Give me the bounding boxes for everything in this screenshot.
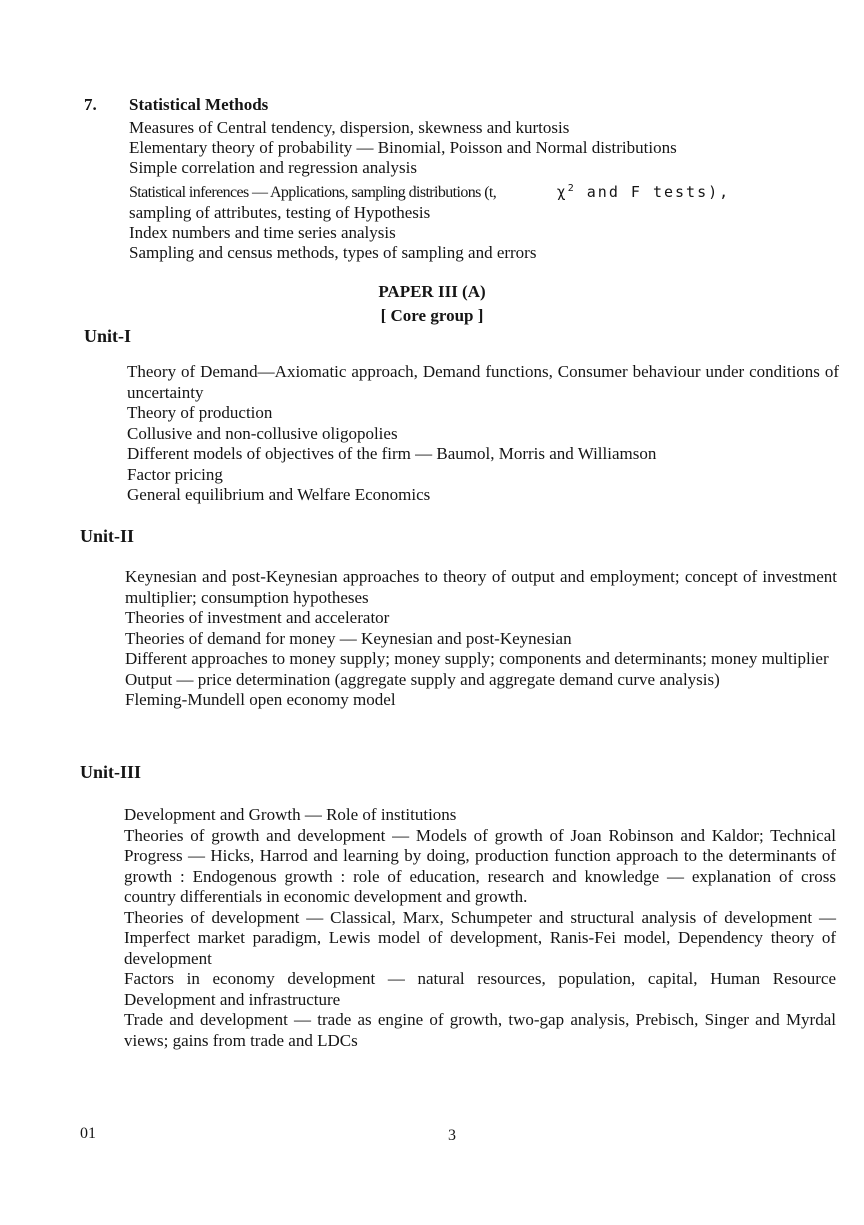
list-item: Index numbers and time series analysis — [129, 223, 396, 243]
list-item: Elementary theory of probability — Binomial, Poisson and Normal distributions — [129, 138, 677, 158]
paper-title: PAPER III (A) — [378, 282, 486, 301]
list-item: Simple correlation and regression analysis — [129, 158, 417, 178]
list-item: Collusive and non-collusive oligopolies — [127, 423, 398, 443]
list-item: Measures of Central tendency, dispersion, skewness and kurtosis — [129, 118, 570, 137]
unit1-list — [127, 362, 839, 506]
unit-heading: Unit-I — [84, 326, 132, 346]
list-item: Sampling and census methods, types of sampling and errors — [129, 243, 537, 263]
paper-subtitle: [ Core group ] — [380, 306, 484, 325]
unit3-list — [124, 805, 836, 1051]
list-item: Theories of growth and development — Models of growth of Joan Robinson and Kaldor; Technical Progress — Hicks, Harrod and learning by doing, production function approach to the determinants of growth : Endogenous growth : role of education, research and knowledge — explanation of cross country differentials in economic development and growth. — [124, 825, 836, 906]
inferences-text: Statistical inferences — Applications, sampling distributions (t, — [129, 183, 497, 201]
list-item-inferences — [129, 179, 829, 203]
chi-letter: χ — [556, 182, 568, 201]
list-item: General equilibrium and Welfare Economics — [127, 485, 431, 504]
list-item: sampling of attributes, testing of Hypothesis — [129, 202, 431, 222]
unit-heading: Unit-III — [80, 762, 142, 782]
page-number: 3 — [448, 1127, 456, 1144]
list-item: Theories of investment and accelerator — [125, 608, 390, 627]
list-item: Output — price determination (aggregate supply and aggregate demand curve analysis) — [125, 669, 720, 689]
chi-square-symbol — [557, 183, 731, 201]
unit-heading: Unit-II — [80, 526, 135, 546]
list-item: Theory of Demand—Axiomatic approach, Demand functions, Consumer behaviour under conditions of uncertainty — [127, 362, 839, 402]
list-item: Keynesian and post-Keynesian approaches to theory of output and employment; concept of investment multiplier; consumption hypotheses — [125, 567, 837, 607]
list-item: Fleming-Mundell open economy model — [125, 690, 396, 709]
list-item: Different models of objectives of the firm — Baumol, Morris and Williamson — [127, 444, 657, 463]
list-item: Factors in economy development — natural resources, population, capital, Human Resource Development and infrastructure — [124, 969, 836, 1009]
section-title: Statistical Methods — [129, 95, 269, 114]
list-item: Trade and development — trade as engine of growth, two-gap analysis, Prebisch, Singer and Myrdal views; gains from trade and LDCs — [124, 1010, 836, 1050]
section7-list — [129, 118, 829, 263]
list-item: Factor pricing — [127, 464, 223, 484]
chi-tail: and F tests), — [575, 182, 731, 201]
chi-power: 2 — [567, 182, 576, 194]
list-item: Theories of development — Classical, Marx, Schumpeter and structural analysis of development — Imperfect market paradigm, Lewis model of development, Ranis-Fei model, Dependency theory of development — [124, 907, 836, 968]
section-number: 7. — [84, 95, 97, 114]
list-item: Different approaches to money supply; money supply; components and determinants; money multiplier — [125, 649, 829, 668]
list-item: Development and Growth — Role of institutions — [124, 805, 457, 824]
unit2-list — [125, 567, 837, 711]
list-item: Theory of production — [127, 403, 273, 422]
list-item: Theories of demand for money — Keynesian and post-Keynesian — [125, 628, 572, 648]
footer-code: 01 — [80, 1125, 96, 1142]
